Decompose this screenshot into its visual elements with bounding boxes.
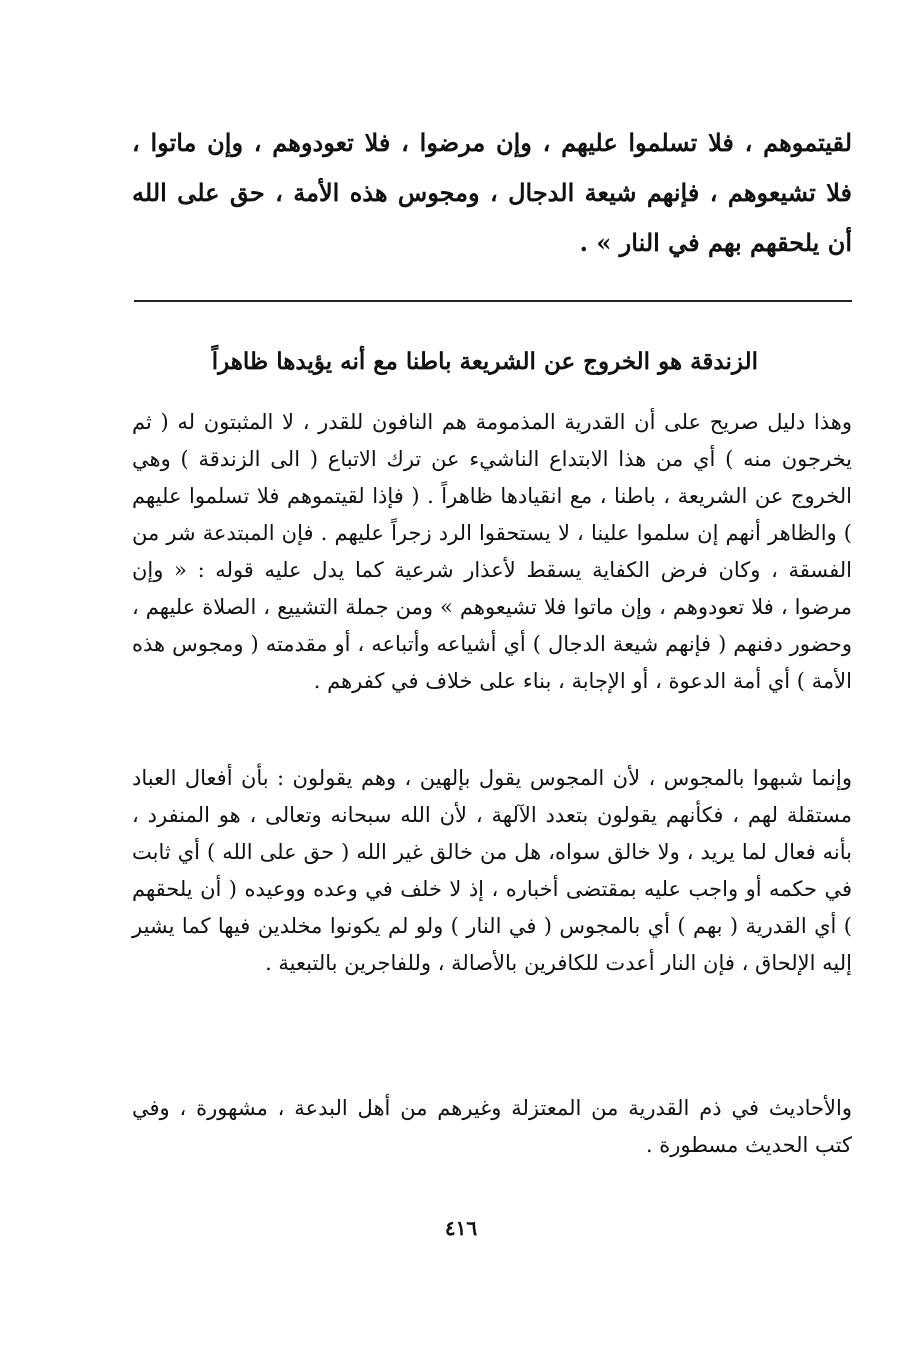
page-number: ٤١٦ <box>444 1216 478 1240</box>
paragraph-3: والأحاديث في ذم القدرية من المعتزلة وغيرهم من أهل البدعة ، مشهورة ، وفي كتب الحديث مسطورة . <box>132 1096 852 1157</box>
top-paragraph: لقيتموهم ، فلا تسلموا عليهم ، وإن مرضوا ، فلا تعودوهم ، وإن ماتوا ، فلا تشيعوهم ، فإنهم شيعة الدجال ، ومجوس هذه الأمة ، حق على الله أن يلحقهم بهم في النار » . <box>132 128 852 257</box>
paragraph-1: وهذا دليل صريح على أن القدرية المذمومة هم النافون للقدر ، لا المثبتون له ( ثم يخرجون منه ) أي من هذا الابتداع الناشيء عن ترك الاتباع ( الى الزندقة ) وهي الخروج عن الشريعة ، باطنا ، مع انقيادها ظاهراً . ( فإذا لقيتموهم فلا تسلموا عليهم ) والظاهر أنهم إن سلموا علينا ، لا يستحقوا الرد زجراً عليهم . فإن المبتدعة شر من الفسقة ، وكان فرض الكفاية يسقط لأعذار شرعية كما يدل عليه قوله : « وإن مرضوا ، فلا تعودوهم ، وإن ماتوا فلا تشيعوهم » ومن جملة التشييع ، الصلاة عليهم ، وحضور دفنهم ( فإنهم شيعة الدجال ) أي أشياعه وأتباعه ، أو مقدمته ( ومجوس هذه الأمة ) أي أمة الدعوة ، أو الإجابة ، بناء على خلاف في كفرهم . <box>132 410 852 693</box>
section-divider <box>134 300 852 302</box>
paragraph-2: وإنما شبهوا بالمجوس ، لأن المجوس يقول بإلهين ، وهم يقولون : بأن أفعال العباد مستقلة لهم ، فكأنهم يقولون بتعدد الآلهة ، لأن الله سبحانه وتعالى ، هو المنفرد ، بأنه فعال لما يريد ، ولا خالق سواه، هل من خالق غير الله ( حق على الله ) أي ثابت في حكمه أو واجب عليه بمقتضى أخباره ، إذ لا خلف في وعده ووعيده ( أن يلحقهم ) أي القدرية ( بهم ) أي بالمجوس ( في النار ) ولو لم يكونوا مخلدين فيها كما يشير إليه الإلحاق ، فإن النار أعدت للكافرين بالأصالة ، وللفاجرين بالتبعية . <box>132 766 852 975</box>
section-heading: الزندقة هو الخروج عن الشريعة باطنا مع أنه يؤيدها ظاهراً <box>211 348 758 375</box>
